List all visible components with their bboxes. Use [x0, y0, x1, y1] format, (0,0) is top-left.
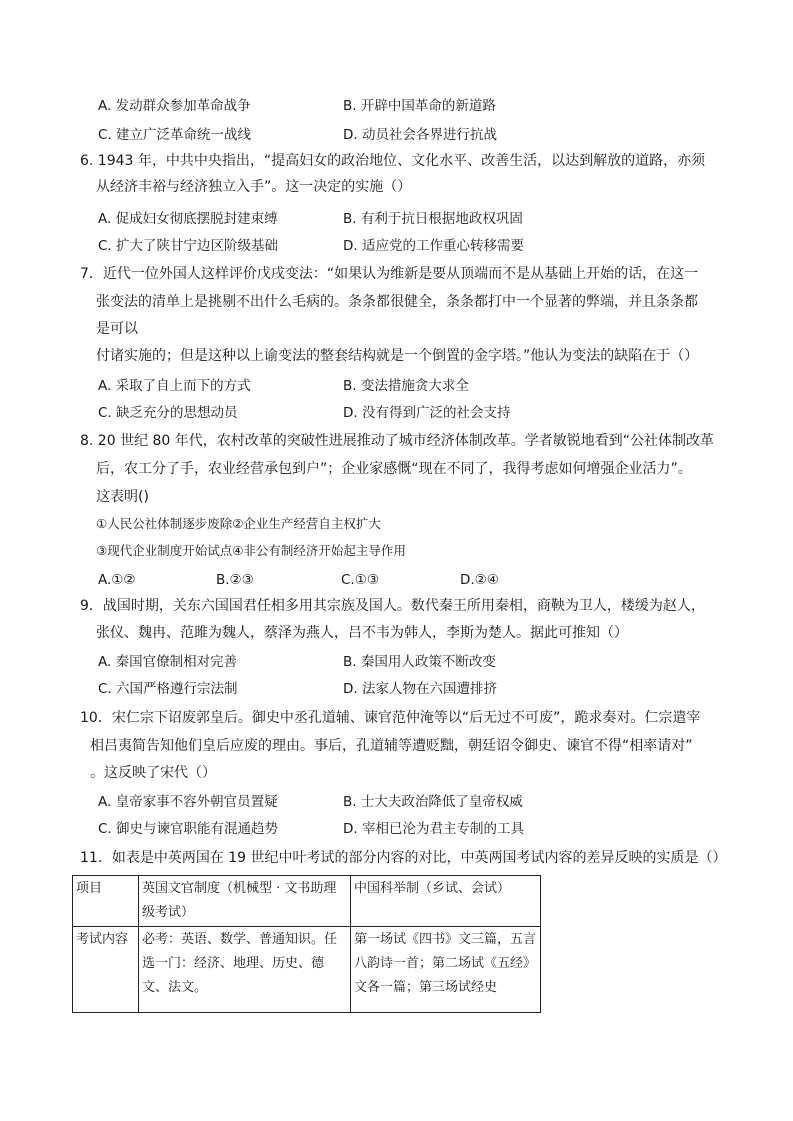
q7-stem-line4: 付诸实施的；但是这种以上谕变法的整套结构就是一个倒置的金字塔。”他认为变法的缺陷在于（） [96, 348, 699, 364]
q8-item-line1: ①人民公社体制逐步废除②企业生产经营自主权扩大 [96, 516, 381, 531]
q9-option-c: C. 六国严格遵行宗法制 [98, 681, 238, 697]
table-row [73, 927, 541, 1013]
q10-stem-line2: 相吕夷简告知他们皇后应废的理由。事后，孔道辅等遭贬黜，朝廷诏令御史、谏官不得“相率请对” [90, 738, 693, 754]
q9-option-a: A. 秦国官僚制相对完善 [98, 654, 238, 670]
q10-option-d: D. 宰相已沦为君主专制的工具 [343, 821, 524, 837]
q7-option-b: B. 变法措施贪大求全 [343, 378, 469, 394]
q11-stem: 11．如表是中英两国在 19 世纪中叶考试的部分内容的对比，中英两国考试内容的差异反映的实质是（） [80, 850, 727, 866]
q7-stem-line3: 是可以 [96, 321, 138, 337]
q5-option-b: B. 开辟中国革命的新道路 [343, 98, 496, 114]
table-cell: 必考：英语、数学、普通知识。任选一门：经济、地理、历史、德文、法文。 [139, 927, 351, 1013]
q8-stem-line3: 这表明() [96, 489, 149, 505]
q9-option-d: D. 法家人物在六国遭排挤 [343, 681, 497, 697]
q8-stem-line1: 8. 20 世纪 80 年代，农村改革的突破性进展推动了城市经济体制改革。学者敏锐地看到“公社体制改革 [80, 433, 715, 449]
q10-option-c: C. 御史与谏官职能有混通趋势 [98, 821, 279, 837]
q7-option-a: A. 采取了自上而下的方式 [98, 378, 251, 394]
q8-stem-line2: 后，农工分了手，农业经营承包到户”；企业家感慨“现在不同了，我得考虑如何增强企业活力”。 [96, 461, 692, 477]
table-header-row [73, 876, 541, 927]
table-cell: 第一场试《四书》文三篇，五言八韵诗一首；第二场试《五经》文各一篇；第三场试经史 [351, 927, 541, 1013]
q6-option-d: D. 适应党的工作重心转移需要 [343, 238, 524, 254]
q9-stem-line1: 9．战国时期，关东六国国君任相多用其宗族及国人。数代秦王所用秦相，商鞅为卫人，楼缓为赵人， [80, 598, 705, 614]
q6-option-a: A. 促成妇女彻底摆脱封建束缚 [98, 211, 278, 227]
q7-option-d: D. 没有得到广泛的社会支持 [343, 405, 511, 421]
q6-option-b: B. 有利于抗日根据地政权巩固 [343, 211, 523, 227]
q8-item-line2: ③现代企业制度开始试点④非公有制经济开始起主导作用 [96, 543, 406, 558]
q10-option-a: A. 皇帝家事不容外朝官员置疑 [98, 794, 278, 810]
q7-stem-line2: 张变法的清单上是挑剔不出什么毛病的。条条都很健全，条条都打中一个显著的弊端，并且条条都 [96, 294, 698, 310]
q6-stem-line2: 从经济丰裕与经济独立入手”。这一决定的实施（） [96, 179, 412, 195]
comparison-table [72, 875, 541, 1013]
q5-option-c: C. 建立广泛革命统一战线 [98, 127, 252, 143]
q5-option-a: A. 发动群众参加革命战争 [98, 98, 251, 114]
q7-stem-line1: 7．近代一位外国人这样评价戊戌变法：“如果认为维新是要从顶端而不是从基础上开始的话，在这一 [80, 266, 699, 282]
q7-option-c: C. 缺乏充分的思想动员 [98, 405, 238, 421]
q8-option-c: C.①③ [341, 572, 379, 588]
q8-option-b: B.②③ [216, 572, 254, 588]
q10-stem-line1: 10．宋仁宗下诏废郭皇后。御史中丞孔道辅、谏官范仲淹等以“后无过不可废”，跪求奏对。仁宗遣宰 [80, 710, 701, 726]
q10-option-b: B. 士大夫政治降低了皇帝权威 [343, 794, 523, 810]
q5-option-d: D. 动员社会各界进行抗战 [343, 127, 497, 143]
q6-stem-line1: 6. 1943 年，中共中央指出，“提高妇女的政治地位、文化水平、改善生活，以达到解放的道路，亦须 [80, 153, 706, 169]
table-header-cell: 项目 [73, 876, 139, 927]
q9-option-b: B. 秦国用人政策不断改变 [343, 654, 496, 670]
table-header-cell: 英国文官制度（机械型 · 文书助理级考试） [139, 876, 351, 927]
q8-option-d: D.②④ [460, 572, 499, 588]
table-cell: 考试内容 [73, 927, 139, 1013]
q9-stem-line2: 张仪、魏冉、范雎为魏人，蔡泽为燕人，吕不韦为韩人，李斯为楚人。据此可推知（） [96, 625, 628, 641]
table-header-cell: 中国科举制（乡试、会试） [351, 876, 541, 927]
q8-option-a: A.①② [98, 572, 136, 588]
q10-stem-line3: 。这反映了宋代（） [90, 765, 216, 781]
q6-option-c: C. 扩大了陕甘宁边区阶级基础 [98, 238, 279, 254]
